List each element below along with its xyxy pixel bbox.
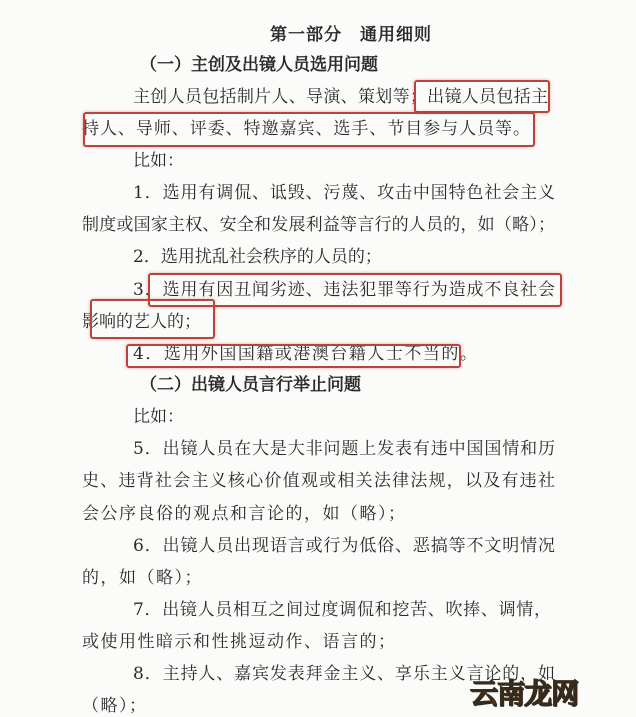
list-item: 8．主持人、嘉宾发表拜金主义、享乐主义言论的，如 xyxy=(133,664,555,684)
highlight-box xyxy=(126,344,461,368)
list-item: 制度或国家主权、安全和发展利益等言行的人员的，如（略）； xyxy=(82,215,555,235)
list-item: 4．选用外国国籍或港澳台籍人士不当的。 xyxy=(133,344,479,364)
section-heading-2: （二）出镜人员言行举止问题 xyxy=(140,375,361,395)
section-heading-1: （一）主创及出镜人员选用问题 xyxy=(140,55,378,75)
list-item: 3．选用有因丑闻劣迹、违法犯罪等行为造成不良社会 xyxy=(133,280,555,300)
list-item: 或使用性暗示和性挑逗动作、语言的； xyxy=(82,632,397,652)
list-item: 2．选用扰乱社会秩序的人员的； xyxy=(133,247,382,267)
list-item: 1．选用有调侃、诋毁、污蔑、攻击中国特色社会主义 xyxy=(133,183,555,203)
list-item: （略）； xyxy=(82,696,148,716)
page-title: 第一部分 通用细则 xyxy=(270,25,432,45)
list-item: 5．出镜人员在大是大非问题上发表有违中国国情和历 xyxy=(133,439,555,459)
watermark-logo: 云南龙网 xyxy=(470,677,579,710)
highlight-box xyxy=(83,112,535,147)
list-item: 影响的艺人的； xyxy=(82,312,201,332)
list-item: 6．出镜人员出现语言或行为低俗、恶搞等不文明情况 xyxy=(133,536,555,556)
list-item: 会公序良俗的观点和言论的，如（略）； xyxy=(82,504,407,524)
highlight-box xyxy=(90,299,215,339)
list-item: 的，如（略）； xyxy=(82,568,203,588)
list-item: 史、违背社会主义核心价值观或相关法律法规，以及有违社 xyxy=(82,471,555,491)
list-item: 7．出镜人员相互之间过度调侃和挖苦、吹捧、调情， xyxy=(133,600,551,620)
example-label: 比如： xyxy=(133,407,184,427)
example-label: 比如： xyxy=(133,151,184,171)
paragraph-line: 主创人员包括制片人、导演、策划等；出镜人员包括主 xyxy=(133,87,548,107)
paragraph-line: 持人、导师、评委、特邀嘉宾、选手、节目参与人员等。 xyxy=(82,119,530,139)
highlight-box xyxy=(414,80,550,113)
